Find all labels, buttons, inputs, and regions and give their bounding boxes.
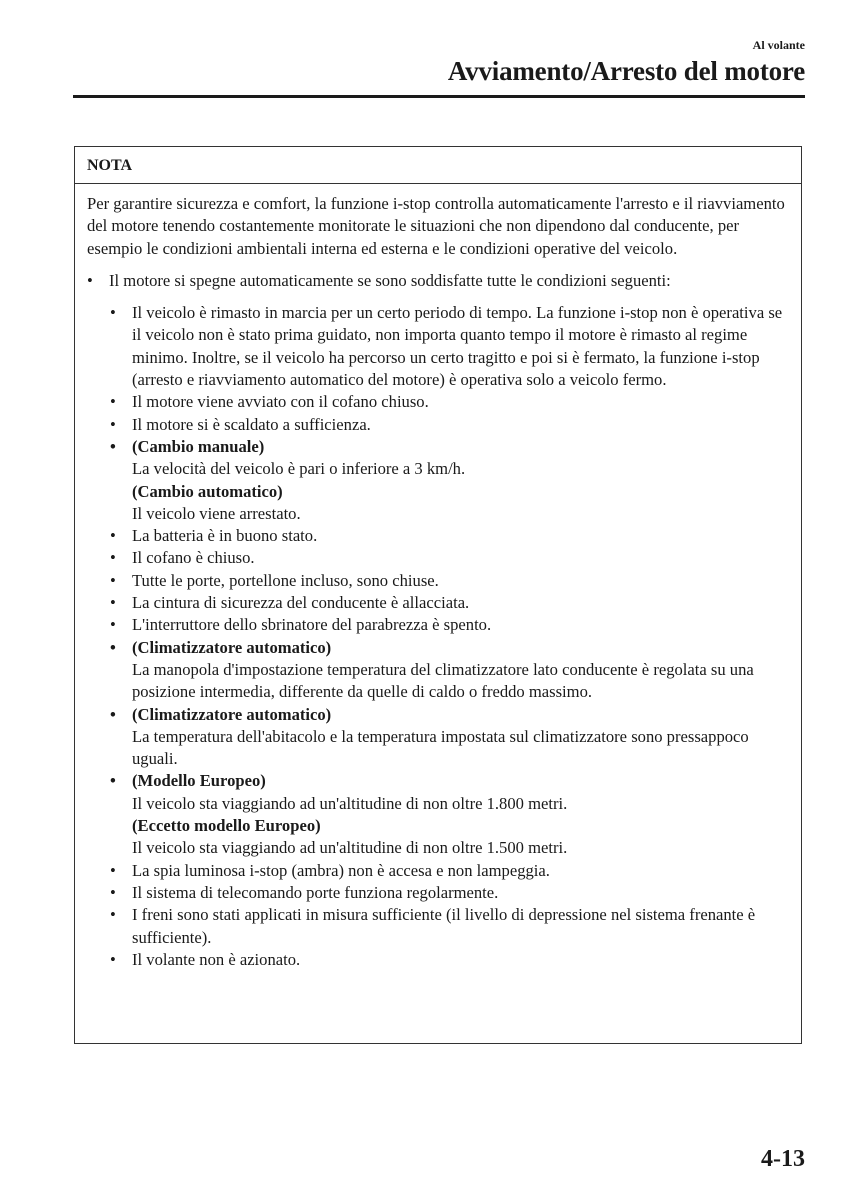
condition-item	[109, 704, 789, 771]
condition-heading: (Modello Europeo)	[132, 771, 266, 791]
condition-item	[109, 592, 789, 614]
condition-text: L'interruttore dello sbrinatore del parabrezza è spento.	[132, 615, 492, 635]
bullet-dot: •	[110, 704, 116, 724]
bullet-dot: •	[110, 436, 116, 456]
condition-text: Il veicolo sta viaggiando ad un'altitudine di non oltre 1.800 metri.	[132, 793, 568, 813]
condition-text: La cintura di sicurezza del conducente è allacciata.	[132, 593, 470, 613]
note-body	[75, 184, 801, 971]
condition-text: La batteria è in buono stato.	[132, 526, 318, 546]
condition-text: La spia luminosa i-stop (ambra) non è accesa e non lampeggia.	[132, 860, 550, 880]
condition-heading: (Climatizzatore automatico)	[132, 637, 332, 657]
condition-text: Il cofano è chiuso.	[132, 548, 255, 568]
bullet-dot: •	[110, 526, 116, 546]
bullet-dot: •	[110, 637, 116, 657]
condition-text: Il sistema di telecomando porte funziona regolarmente.	[132, 882, 499, 902]
condition-text: La manopola d'impostazione temperatura del climatizzatore lato conducente è regolata su una posizione intermedia, differente da quelle di caldo o freddo massimo.	[132, 659, 754, 702]
condition-heading: (Cambio automatico)	[132, 481, 283, 501]
condition-item	[109, 614, 789, 636]
condition-heading: (Eccetto modello Europeo)	[132, 816, 321, 836]
bullet-dot: •	[110, 570, 116, 590]
condition-text: Il volante non è azionato.	[132, 949, 301, 969]
condition-item	[109, 436, 789, 525]
condition-text: Il veicolo viene arrestato.	[132, 503, 301, 523]
condition-item	[109, 882, 789, 904]
bullet-dot: •	[110, 615, 116, 635]
bullet-dot: •	[87, 270, 93, 290]
condition-text: Il motore si è scaldato a sufficienza.	[132, 414, 371, 434]
bullet-dot: •	[110, 303, 116, 323]
bullet-dot: •	[110, 882, 116, 902]
condition-item	[109, 525, 789, 547]
condition-heading: (Climatizzatore automatico)	[132, 704, 332, 724]
bullet-dot: •	[110, 771, 116, 791]
section-label: Al volante	[752, 38, 805, 52]
page-number: 4-13	[761, 1146, 805, 1172]
condition-item	[109, 302, 789, 391]
condition-item	[109, 637, 789, 704]
condition-item	[109, 770, 789, 859]
bullet-dot: •	[110, 414, 116, 434]
condition-text: I freni sono stati applicati in misura sufficiente (il livello di depressione nel sistema frenante è sufficiente).	[132, 905, 756, 947]
conditions-list	[109, 302, 789, 971]
condition-heading: (Cambio manuale)	[132, 436, 265, 456]
condition-item	[109, 570, 789, 592]
bullet-dot: •	[110, 905, 116, 925]
note-box	[74, 146, 802, 1044]
condition-item	[109, 860, 789, 882]
condition-text: Il motore viene avviato con il cofano chiuso.	[132, 392, 429, 412]
condition-text: La temperatura dell'abitacolo e la temperatura impostata sul climatizzatore sono pressappoco uguali.	[132, 726, 749, 769]
bullet-dot: •	[110, 860, 116, 880]
condition-item	[109, 414, 789, 436]
main-list-item	[87, 270, 789, 971]
condition-text: Il veicolo sta viaggiando ad un'altitudine di non oltre 1.500 metri.	[132, 838, 568, 858]
page-title: Avviamento/Arresto del motore	[447, 56, 805, 86]
condition-text: Il veicolo è rimasto in marcia per un certo periodo di tempo. La funzione i-stop non è operativa se il veicolo non è stato prima guidato, non importa quanto tempo il motore è rimasto al regime minimo. Inoltre, se il veicolo ha percorso un certo tragitto e poi si è fermato, la funzione i-stop (arresto e riavviamento automatico del motore) è operativa solo a veicolo fermo.	[132, 303, 783, 390]
condition-item	[109, 547, 789, 569]
note-heading: NOTA	[75, 147, 801, 184]
bullet-dot: •	[110, 392, 116, 412]
condition-item	[109, 391, 789, 413]
title-rule	[73, 95, 805, 98]
condition-text: Tutte le porte, portellone incluso, sono chiuse.	[132, 570, 439, 590]
bullet-dot: •	[110, 949, 116, 969]
note-intro: Per garantire sicurezza e comfort, la funzione i-stop controlla automaticamente l'arresto e il riavviamento del motore tenendo costantemente monitorate le situazioni che non dipendono dal conducente, per esempio le condizioni ambientali interna ed esterna e le condizioni operative del veicolo.	[87, 194, 785, 258]
bullet-dot: •	[110, 593, 116, 613]
condition-item	[109, 904, 789, 949]
main-bullet-text: Il motore si spegne automaticamente se sono soddisfatte tutte le condizioni seguenti:	[109, 270, 671, 290]
bullet-dot: •	[110, 548, 116, 568]
condition-text: La velocità del veicolo è pari o inferiore a 3 km/h.	[132, 459, 466, 479]
main-list	[87, 270, 789, 971]
condition-item	[109, 949, 789, 971]
